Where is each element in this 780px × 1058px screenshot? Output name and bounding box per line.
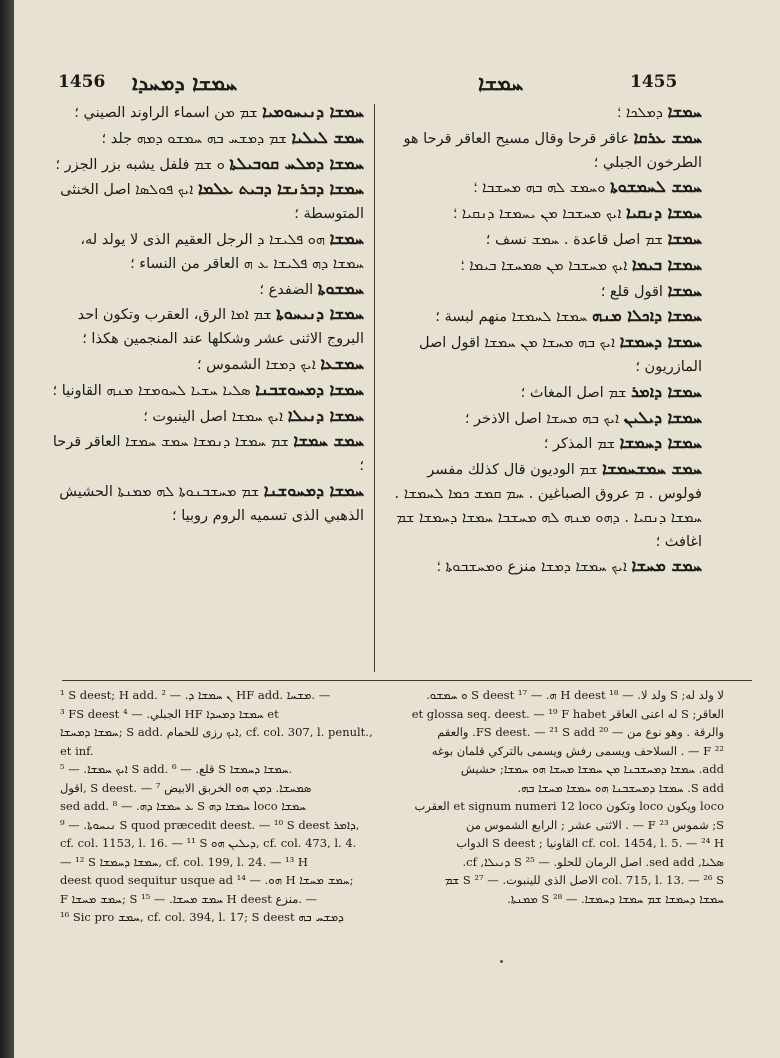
dictionary-entry — [386, 554, 702, 580]
entry-headword: ܚܡܫ ܠܚܡܫܘܬܐ — [610, 177, 702, 197]
footnote-line: ܣܠܝܐ, sed add. اصل الرمان للحلو. — ²⁵ S ܕܢܝܠܐ, cf. — [462, 854, 724, 869]
footnote-line: cf. col. 1153, l. 16. — ¹¹ S ܕܝܠܝܢ ܗܘ, cf. col. 473, l. 4. — [60, 836, 357, 850]
dictionary-entry — [48, 352, 364, 378]
entry-headword: ܚܡܫܐ ܕܚܡܫܐ — [619, 433, 702, 453]
entry-gloss: ܫܡ المذكر ؛ — [543, 436, 620, 453]
entry-gloss: ܣܠܝܐ ܚܫܝܐ ܠܚܘܡܫܐ ܡܢܗ القاونيا ؛ — [52, 382, 256, 399]
entry-gloss: ܘ ܫܡ فلفل يشبه بزر الجزر ؛ — [55, 156, 230, 173]
dictionary-entry — [386, 457, 702, 554]
footnote-line: F ܚܡܫ ܡܚܫܐ; S ܚܡܫ ܡܚܫܐ. — ¹⁵ H deest منزع. — — [60, 891, 318, 906]
entry-headword: ܚܡܫܐ ܕܢܝܠܐ — [287, 405, 364, 425]
entry-gloss: عاقر قرحا وقال مسيح العاقر قرحا هو الطرخون الجبلي ؛ — [403, 130, 702, 171]
entry-headword: ܚܡܫܐ ܕܡܠܚ ܩܘܒܝܠܬܐ — [229, 153, 364, 173]
entry-gloss: ܫܡ اصل قاعدة . ܚܡܫ نسف ؛ — [485, 231, 668, 248]
left-page-number: 1456 — [58, 72, 106, 92]
dictionary-entry — [48, 177, 364, 227]
dictionary-entry — [386, 253, 702, 279]
entry-gloss: ܫܡ الوديون قال كذلك مفسر فولوس . ܡ عروق الصباغين . ܚܡ ܩܡܫ ܟܡܐ ܠܚܡܫܐ . ܚܡܫܐ ܕܢܩܝܐ . ܕܗܘ ܡܢܗ ܠܗ ܡܚܫܒܐ ܚܡܫܐ ܕܚܡܫܐ ܫܡ اغافث ؛ — [394, 462, 702, 550]
right-running-head: ܚܡܫܐ — [478, 70, 524, 95]
footnote-line: اقول, S deest. — ⁷ ܣܡܚܫܐ. ܕܡܢ ܗܘ الخربق الابيض — [60, 780, 312, 795]
dictionary-entry — [386, 175, 702, 201]
entry-headword: ܚܡܫܐ — [667, 228, 702, 248]
entry-headword: ܚܡܫܐ ܕܝܠܝܢ — [623, 407, 702, 427]
footnote-line: deest quod sequitur usque ad ܗܘ. — ¹⁴ H ܚܡܫ ܡܚܫܐ; — [60, 873, 354, 887]
entry-gloss: ܫܡ ܡن اسماء الراوند الصيني ؛ — [74, 105, 263, 121]
footnote-line: ³ FS deest الجبلي. — ⁴ HF ܚܡܫܐ ܕܡܚܕܐ et — [60, 706, 279, 721]
footnote-line: — ¹² S ܚܡܫܐ ܕܚܡܫܐ, cf. col. 199, l. 24. — ¹³ H — [60, 854, 308, 869]
entry-headword: ܚܡܫܐ ܕܢܝܚܘܡܝܐ — [262, 102, 364, 121]
dictionary-entry — [386, 126, 702, 176]
footnotes-left — [60, 686, 378, 927]
footnote-line: cf. col. 1454, l. 5. — ²⁴ H القاونيا ; S deest الدواب — [456, 836, 724, 850]
binding-shadow — [0, 0, 14, 1058]
entry-gloss: ܐܝܟ ܒܗ ܡܚܫܐ ܡܢ ܚܡܫܐ اقول اصل المازريون ؛ — [419, 335, 702, 375]
entry-gloss: ܐܝܟ ܒܗ ܡܚܫܐ اصل الاذخر ؛ — [464, 410, 624, 427]
entry-headword: ܚܡܫܐ ܕܡܚܘܫܢܐ — [263, 480, 364, 500]
entry-headword: ܚܡܫ ܥܪܩܐ — [633, 127, 702, 147]
entry-headword: ܚܡܫܐ ܕܢܩܝܐ — [626, 203, 702, 223]
dictionary-entry — [48, 302, 364, 352]
entry-headword: ܚܡܫܐ ܕܚܡܫܐ — [619, 332, 702, 352]
entry-gloss: ܫܡ ܡܚܫܒܢܘܬܐ ܠܗ ܡܡܢܬܐ الحشيش الذهبي الذى تسميه الروم روبيا ؛ — [59, 483, 364, 524]
entry-gloss: الضفدع ؛ — [259, 281, 318, 298]
entry-gloss: ܚܡܫܐ ܠܚܡܫܐ منهم لبسة ؛ — [435, 309, 592, 326]
footnote-line: col. 715, l. 13. — ²⁶ S الاصل الذى للينبوت. — ²⁷ S ܫܡ — [444, 873, 724, 887]
footnote-line: S add. ܚܡܫܐ ܕܡܚܫܒܢܐ ܗܘ ܚܡܫܐ ܡܚܫܐ ܒܗ. — [517, 780, 724, 795]
footnotes-right — [394, 686, 724, 908]
entry-headword: ܚܡܫ ܚܡܫܐ — [293, 431, 364, 451]
entry-gloss: ܫܡ ܕܡܫܚ ܒܗ ܚܡܫܘ ܕܡܗ جلد ؛ — [101, 130, 292, 147]
footnote-line: ܐܝܟ ܚܡܫܐ. — ⁵ S add. قلع. — ⁶ S ܚܡܫܐ ܕܚܡܫܐ. — [60, 762, 293, 776]
entry-headword: ܚܡܫܐ ܒܝܡܐ — [631, 254, 702, 274]
footnote-line: loco ويكون loco وتكون et signum numeri 12 loco العقرب — [414, 799, 724, 813]
footnote-line: sed add. ܥ ܚܡܫܐ ܕܗ. — ⁸ S ܚܡܫܐ ܕܗ loco ܚܡܫܐ — [60, 799, 307, 813]
footnote-line: العاقر; S له اعنى العاقر et glossa seq. deest. — ¹⁹ F habet — [411, 706, 724, 721]
entry-headword: ܚܡܫܐ ܕܐܟܠܐ ܡܢܗ — [591, 306, 702, 326]
dictionary-entry — [386, 201, 702, 227]
entry-gloss: ܕܡܠܟܐ ؛ — [617, 105, 668, 121]
entry-gloss: ܐܝܟ ܦܘܠܣܐ اصل الخنثى المتوسطة ؛ — [60, 182, 364, 223]
entry-gloss: ܫܡ اصل المغاث ؛ — [520, 384, 631, 401]
entry-headword: ܚܡܫܐ — [329, 228, 364, 248]
entry-headword: ܚܡܫܘܬܐ — [317, 278, 364, 298]
dictionary-entry — [386, 304, 702, 330]
dictionary-entry — [386, 227, 702, 253]
dictionary-entry — [386, 380, 702, 406]
entry-gloss: ܐܝܟ ܡܚܫܒܐ ܡܢ ܣܡܚܫܐ ܒܝܡܐ ؛ — [461, 257, 632, 274]
entry-headword: ܚܡܫܐ ܕܐܡܪ — [631, 381, 702, 401]
footnote-line: ܚܡܫܐ ܕܚܡܫܐ ܫܡ ܚܡܫܐ ܕܚܡܫܐ. — ²⁸ S ܡܡܢܬܐ. — [507, 891, 724, 906]
entry-headword: ܚܡܫܐ ܕܡܚܘܫܒܢܐ — [255, 379, 364, 399]
dictionary-entry — [48, 479, 364, 529]
dictionary-entry — [48, 126, 364, 152]
right-column — [386, 100, 702, 580]
entry-headword: ܚܡܫܐ ܕܒܪܢܫܐ ܕܒܝܬ ܥܠܡܐ — [197, 179, 364, 199]
footnote-line: ܢܝܚܘܬܐ. — ⁹ S quod præcedit deest. — ¹⁰ S deest ܕܐܡܪ, — [60, 817, 360, 832]
dictionary-entry — [386, 431, 702, 457]
footnote-line: ¹ S deest; H add. ܢ ܚܡܫܐ ܕ. — ² HF add. ܡܫܚܐ. — — [60, 688, 331, 702]
left-running-head: ܚܡܫܐ ܕܡܚܕܐ — [132, 70, 238, 95]
dictionary-entry — [48, 429, 364, 479]
dictionary-entry — [48, 227, 364, 277]
entry-gloss: ܐܝܟ ܡܚܫܒܐ ܡܢ ܝܚܡܫܐ ܕܢܩܝܐ ؛ — [453, 206, 626, 223]
dictionary-entry — [48, 404, 364, 430]
dictionary-entry — [48, 152, 364, 178]
entry-headword: ܚܡܫܥܐ — [320, 353, 364, 373]
footnote-line: F ²² — . السلاحف ويسمى رفش ويسمى بالتركي قلمان بوغه — [431, 743, 724, 758]
dictionary-entry — [386, 279, 702, 305]
dictionary-entry — [48, 378, 364, 404]
entry-gloss: ܐܝܟ ܕܡܫܐ الشموس ؛ — [196, 356, 321, 373]
column-divider — [374, 104, 375, 672]
footnote-line: لا ولد له; S ولد لا. — ¹⁸ H deest ܗ. — ¹⁷ S deest ܘ ܚܡܫܘ. — [426, 688, 724, 702]
dictionary-entry — [48, 100, 364, 126]
paper-speck — [500, 960, 503, 963]
dictionary-entry — [386, 100, 702, 126]
footnote-line: add. ܚܡܫܐ ܕܡܚܫܒܢܐ ܡܢ ܚܡܫܐ ܡܚܫܐ ܗܘ ܚܡܫܐ; حشيش — [460, 762, 724, 776]
dictionary-entry — [386, 330, 702, 380]
footnote-line: والرقة . وهو نوع من — ²⁰ FS deest. — ²¹ S add. والعقم — [437, 725, 724, 739]
entry-gloss: ܫܡ ܐܡܐ الرق، العقرب وتكون احد البروج الاثنى عشر وشكلها عند المنجمين هكذا ؛ — [77, 307, 364, 348]
entry-headword: ܚܡܫܐ — [667, 280, 702, 300]
footnote-rule — [62, 680, 752, 681]
entry-headword: ܚܡܫ ܡܚܫܐ — [631, 556, 702, 576]
entry-headword: ܚܡܫ ܠܝܠܝܐ — [291, 127, 364, 147]
entry-headword: ܚܡܫܐ — [667, 102, 702, 121]
entry-gloss: ܐܝܟ ܚܡܫܐ ܕܡܫܐ منزع ܘܡܚܫܒܘܬܐ ؛ — [437, 559, 632, 576]
entry-headword: ܚܡܫܐ ܕܢܝܚܘܬܐ — [276, 304, 364, 324]
left-column — [48, 100, 364, 529]
entry-gloss: ܐܝܟ ܚܡܫܐ اصل الينبوت ؛ — [143, 408, 288, 425]
footnote-line: S; شموس ²³ F — . الاثنى عشر ; الرابع الشموس من — [465, 817, 724, 832]
book-page — [14, 0, 780, 1058]
entry-gloss: اقول قلع ؛ — [600, 283, 668, 300]
dictionary-entry — [48, 277, 364, 303]
dictionary-entry — [386, 406, 702, 432]
entry-headword: ܚܡܫ ܚܡܫܚܡܫܐ — [602, 459, 702, 479]
right-page-number: 1455 — [630, 72, 678, 92]
footnote-line: ¹⁶ Sic pro ܚܡܫ, cf. col. 394, l. 17; S deest ܕܡܫܚ ܒܗ — [60, 910, 344, 924]
entry-gloss: ܘܚܡܫ ܠܗ ܒܗ ܡܚܫܒܐ ؛ — [473, 180, 611, 197]
footnote-line: ܚܡܫܐ ܕܡܚܫܐ; S add. ܐܝܟ رزى للحمام, cf. col. 307, l. penult., et inf. — [60, 725, 373, 758]
entry-gloss: ܗܘ ܦܠܝܫܐ ܕ الرجل العقيم الذى لا يولد له، ܚܡܫܐ ܕܗ ܦܠܝܫܐ ܥ ܗ العاقر من النساء ؛ — [80, 231, 364, 272]
entry-gloss: ܫܡ ܚܡܫܐ ܕܢܡܫܐ ܚܡܫ ܚܡܫܐ العاقر قرحا ؛ — [52, 434, 364, 475]
